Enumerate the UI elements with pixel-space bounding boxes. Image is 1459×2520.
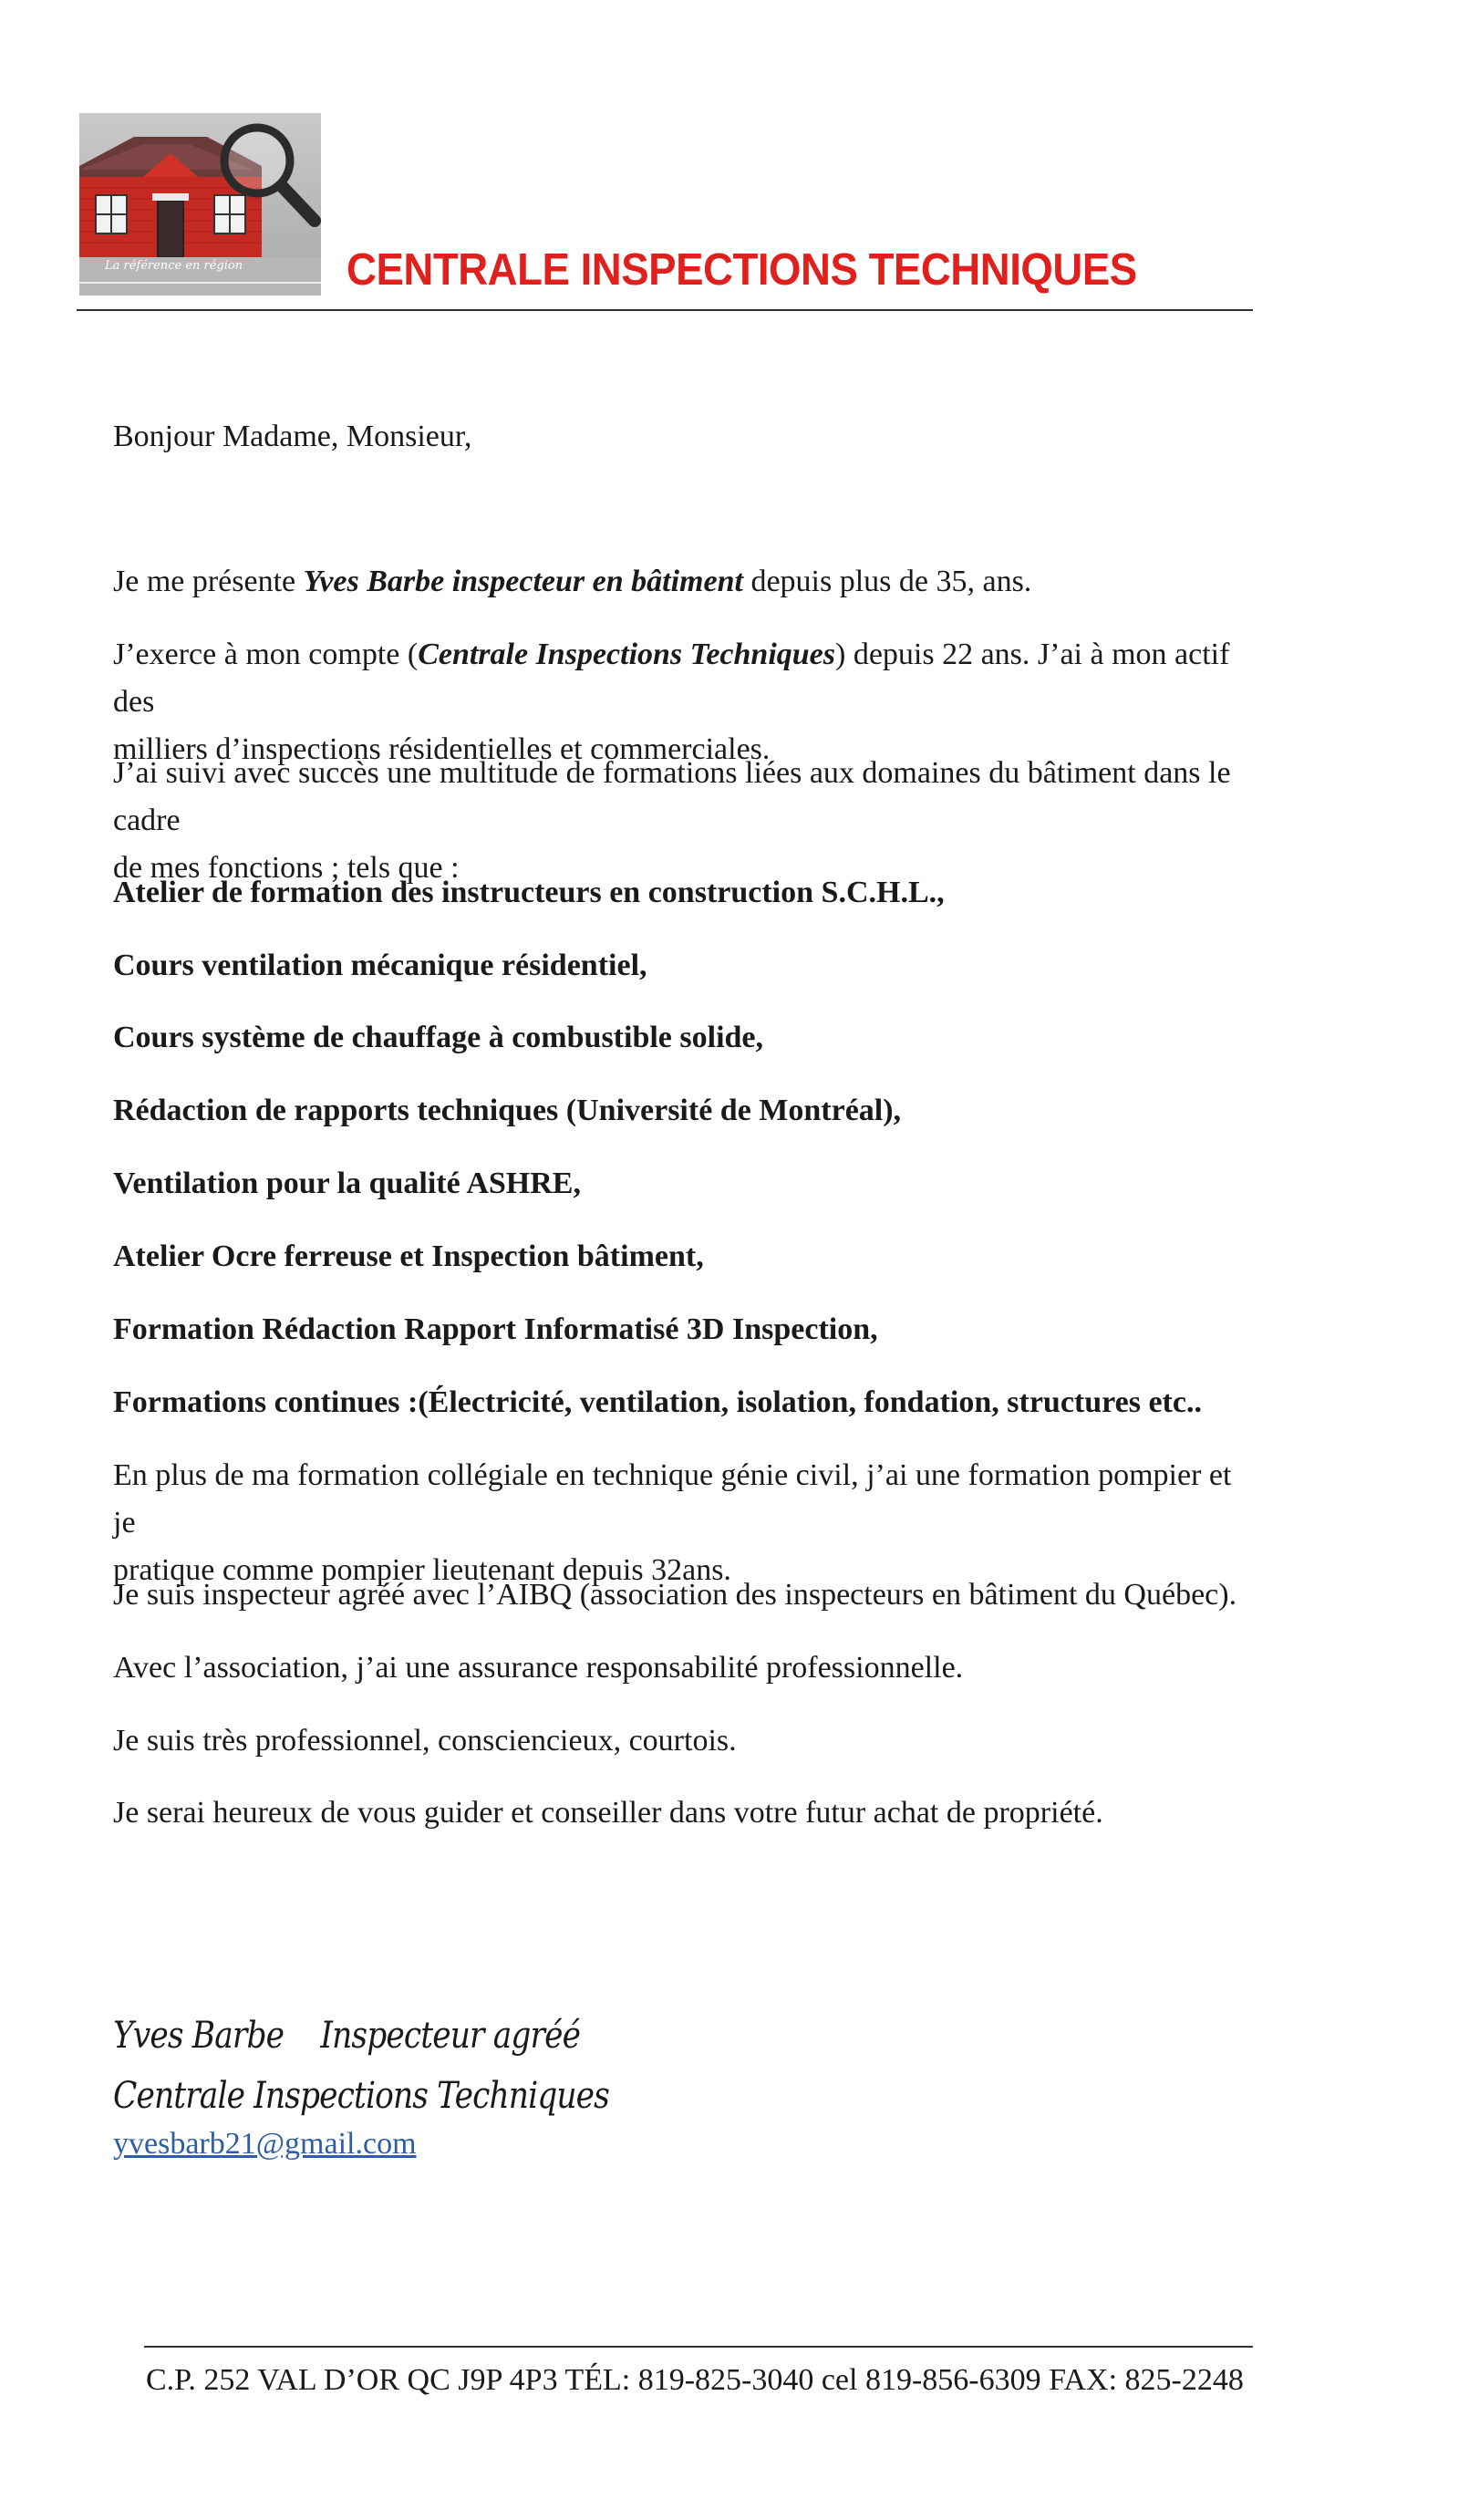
closing-paragraph: Je serai heureux de vous guider et conseiller dans votre futur achat de propriété. (113, 1796, 1103, 1830)
training-item: Formations continues :(Électricité, ventilation, isolation, fondation, structures etc.. (113, 1385, 1202, 1419)
training-item: Cours ventilation mécanique résidentiel, (113, 949, 647, 982)
logo-tagline: La référence en région (105, 259, 243, 273)
footer-contact: C.P. 252 VAL D’OR QC J9P 4P3 TÉL: 819-825-3040 cel 819-856-6309 FAX: 825-2248 (146, 2363, 1244, 2397)
header-divider (77, 309, 1253, 311)
footer-divider (144, 2346, 1253, 2348)
insurance-paragraph: Avec l’association, j’ai une assurance responsabilité professionnelle. (113, 1651, 964, 1685)
training-item: Atelier de formation des instructeurs en construction S.C.H.L., (113, 876, 945, 909)
intro-text-start: Je me présente (113, 565, 304, 598)
signature-company: Centrale Inspections Techniques (113, 2075, 609, 2117)
education-line2: pratique comme pompier lieutenant depuis 32ans. (113, 1553, 731, 1587)
practice-text-start: J’exerce à mon compte ( (113, 638, 419, 671)
practice-company-emphasis: Centrale Inspections Techniques (418, 638, 835, 671)
training-item: Cours système de chauffage à combustible solide, (113, 1021, 764, 1054)
practice-text-end: ) depuis 22 ans. J’ai à mon actif des (113, 638, 1230, 719)
intro-paragraph (113, 558, 1244, 606)
training-item: Atelier Ocre ferreuse et Inspection bâtiment, (113, 1239, 704, 1273)
email-link[interactable]: yvesbarb21@gmail.com (113, 2127, 417, 2161)
practice-text-line2: milliers d’inspections résidentielles et commerciales. (113, 732, 771, 766)
training-item: Rédaction de rapports techniques (Université de Montréal), (113, 1094, 902, 1127)
education-line1: En plus de ma formation collégiale en technique génie civil, j’ai une formation pompier et je (113, 1458, 1232, 1540)
training-intro-line1: J’ai suivi avec succès une multitude de formations liées aux domaines du bâtiment dans le cadre (113, 756, 1231, 837)
training-item: Formation Rédaction Rapport Informatisé 3D Inspection, (113, 1312, 878, 1346)
training-item: Ventilation pour la qualité ASHRE, (113, 1167, 581, 1200)
intro-text-end: depuis plus de 35, ans. (742, 565, 1032, 598)
accreditation-paragraph: Je suis inspecteur agréé avec l’AIBQ (association des inspecteurs en bâtiment du Québec). (113, 1578, 1237, 1612)
signature-name: Yves Barbe Inspecteur agréé (113, 2015, 581, 2057)
company-name: CENTRALE INSPECTIONS TECHNIQUES (347, 245, 1137, 295)
greeting: Bonjour Madame, Monsieur, (113, 420, 472, 453)
intro-name-emphasis: Yves Barbe inspecteur en bâtiment (303, 565, 743, 598)
company-logo (79, 113, 321, 296)
qualities-paragraph: Je suis très professionnel, consciencieux, courtois. (113, 1724, 737, 1758)
training-intro-line2: de mes fonctions ; tels que : (113, 851, 460, 885)
